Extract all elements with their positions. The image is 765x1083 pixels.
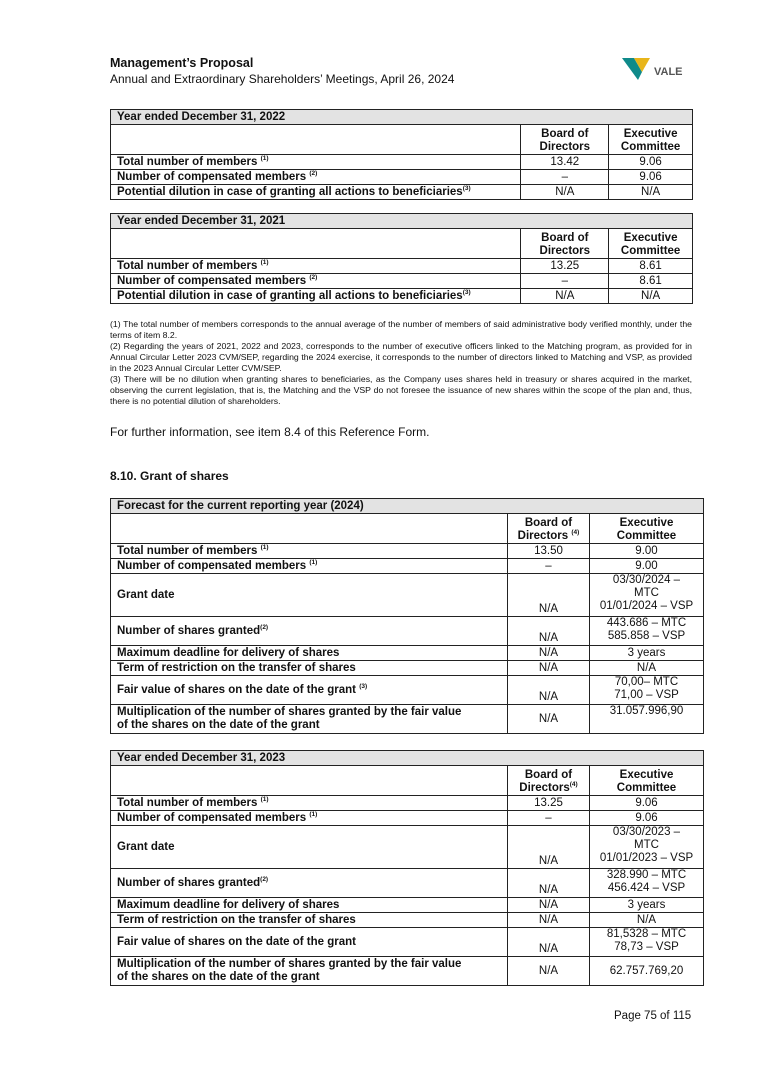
page-number: Page 75 of 115 xyxy=(614,1010,692,1022)
column-header-board: Board of Directors$^{(4)}$ xyxy=(508,766,590,796)
table-row: Number of compensated members $^{(2)}$ – 8.61 xyxy=(111,274,693,289)
column-header-executive: Executive Committee xyxy=(590,766,704,796)
vale-logo xyxy=(620,55,690,85)
table-caption: Year ended December 31, 2023 xyxy=(111,751,704,766)
table-row: Maximum deadline for delivery of shares N/A 3 years xyxy=(111,646,704,661)
table-row: Number of compensated members $^{(2)}$ – 9.06 xyxy=(111,170,693,185)
footnotes xyxy=(110,319,692,407)
table-row: Term of restriction on the transfer of shares N/A N/A xyxy=(111,913,704,928)
further-info: For further information, see item 8.4 of this Reference Form. xyxy=(110,425,430,439)
table-row: Grant date N/A 03/30/2023 – MTC 01/01/2023 – VSP xyxy=(111,826,704,869)
table-row: Fair value of shares on the date of the grant N/A 81,5328 – MTC 78,73 – VSP xyxy=(111,928,704,957)
table-row: Grant date N/A 03/30/2024 – MTC 01/01/2024 – VSP xyxy=(111,574,704,617)
header-title: Management’s Proposal xyxy=(110,56,254,70)
table-2021 xyxy=(110,213,693,304)
column-header-executive: Executive Committee xyxy=(609,229,693,259)
table-caption: Forecast for the current reporting year (2024) xyxy=(111,499,704,514)
table-row: Potential dilution in case of granting all actions to beneficiaries$^{(3)}$ N/A N/A xyxy=(111,185,693,200)
table-row: Potential dilution in case of granting all actions to beneficiaries$^{(3)}$ N/A N/A xyxy=(111,289,693,304)
header-subtitle: Annual and Extraordinary Shareholders’ Meetings, April 26, 2024 xyxy=(110,72,455,86)
footnote-1: (1) The total number of members corresponds to the annual average of the number of members of said administrative body verified monthly, under the terms of item 8.2. xyxy=(110,319,692,340)
table-2023 xyxy=(110,750,704,986)
document-header xyxy=(110,56,454,86)
table-row: Number of compensated members $^{(1)}$ – 9.06 xyxy=(111,811,704,826)
column-header-board: Board of Directors xyxy=(521,125,609,155)
table-row: Fair value of shares on the date of the grant $^{(3)}$ N/A 70,00– MTC 71,00 – VSP xyxy=(111,676,704,705)
table-row: Multiplication of the number of shares granted by the fair value of the shares on the date of the grant N/A 62.757.769,20 xyxy=(111,957,704,986)
table-row: Term of restriction on the transfer of shares N/A N/A xyxy=(111,661,704,676)
table-2022 xyxy=(110,109,693,200)
table-row: Number of compensated members $^{(1)}$ – 9.00 xyxy=(111,559,704,574)
table-row: Total number of members $^{(1)}$ 13.42 9.06 xyxy=(111,155,693,170)
column-header-board: Board of Directors $^{(4)}$ xyxy=(508,514,590,544)
logo-text: VALE xyxy=(654,66,683,78)
footnote-3: (3) There will be no dilution when granting shares to beneficiaries, as the Company uses shares held in treasury or shares acquired in the market, observing the current legislation, that is, the Matching and the VSP do not foresee the issuance of new shares within the scope of the plan and, thus, there is no potential dilution of shareholders. xyxy=(110,374,692,406)
table-row: Maximum deadline for delivery of shares N/A 3 years xyxy=(111,898,704,913)
column-header-executive: Executive Committee xyxy=(590,514,704,544)
table-row: Number of shares granted$^{(2)}$ N/A 328.990 – MTC 456.424 – VSP xyxy=(111,869,704,898)
table-2024 xyxy=(110,498,704,734)
table-row: Total number of members $^{(1)}$ 13.50 9.00 xyxy=(111,544,704,559)
section-title: 8.10. Grant of shares xyxy=(110,469,229,483)
footnote-2: (2) Regarding the years of 2021, 2022 and 2023, corresponds to the number of executive officers linked to the Matching program, as provided for in Annual Circular Letter 2023 CVM/SEP, regarding the 2024 exercise, it corresponds to the number of directors linked to Matching and VSP, as provided in the 2023 Annual Circular Letter CVM/SEP. xyxy=(110,341,692,373)
table-caption: Year ended December 31, 2021 xyxy=(111,214,693,229)
column-header-executive: Executive Committee xyxy=(609,125,693,155)
table-caption: Year ended December 31, 2022 xyxy=(111,110,693,125)
table-row: Multiplication of the number of shares granted by the fair value of the shares on the date of the grant N/A 31.057.996,90 xyxy=(111,705,704,734)
column-header-board: Board of Directors xyxy=(521,229,609,259)
table-row: Number of shares granted$^{(2)}$ N/A 443.686 – MTC 585.858 – VSP xyxy=(111,617,704,646)
table-row: Total number of members $^{(1)}$ 13.25 9.06 xyxy=(111,796,704,811)
table-row: Total number of members $^{(1)}$ 13.25 8.61 xyxy=(111,259,693,274)
